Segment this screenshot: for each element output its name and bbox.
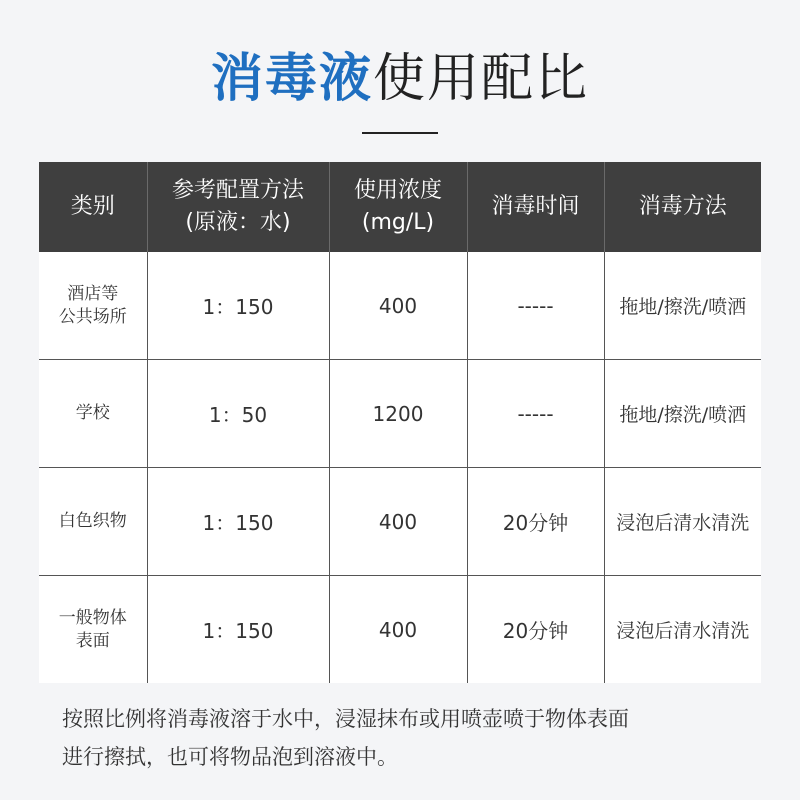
cell-category: [39, 576, 147, 684]
cell-ratio: 1：150: [147, 468, 329, 576]
table-row: [39, 468, 761, 576]
cell-time: 20分钟: [467, 576, 604, 684]
table-header: [39, 162, 761, 252]
cell-category: [39, 252, 147, 360]
title-highlight: 消毒液: [210, 49, 373, 109]
table-body: [39, 252, 761, 683]
table-row: [39, 576, 761, 684]
header-concentration-unit: (mg/L): [361, 210, 435, 235]
dilution-table: [39, 162, 761, 683]
cell-category: [39, 360, 147, 468]
header-time-label: 消毒时间: [491, 194, 580, 219]
header-method-label: 消毒方法: [638, 194, 727, 219]
cell-concentration: 400: [329, 576, 467, 684]
header-row: [39, 162, 761, 252]
header-ratio-label: 参考配置方法: [171, 178, 304, 203]
header-method: [604, 162, 761, 252]
cell-category-line: 酒店等: [67, 283, 119, 304]
usage-note-line: 进行擦拭，也可将物品泡到溶液中。: [62, 745, 398, 769]
cell-concentration: 400: [329, 468, 467, 576]
header-ratio: [147, 162, 329, 252]
cell-category-line: 白色织物: [58, 511, 127, 531]
cell-category-line: 公共场所: [58, 306, 127, 327]
cell-ratio: 1：50: [147, 360, 329, 468]
cell-time: 20分钟: [467, 468, 604, 576]
usage-note-line: 按照比例将消毒液溶于水中，浸湿抹布或用喷壶喷于物体表面: [62, 707, 629, 731]
cell-concentration: 400: [329, 252, 467, 360]
cell-method: 拖地/擦洗/喷洒: [604, 252, 761, 360]
table-row: [39, 360, 761, 468]
header-time: [467, 162, 604, 252]
cell-method: 浸泡后清水清洗: [604, 468, 761, 576]
header-category-label: 类别: [70, 194, 115, 219]
cell-time: -----: [467, 252, 604, 360]
header-concentration: [329, 162, 467, 252]
cell-category: [39, 468, 147, 576]
cell-category-line: 一般物体: [58, 607, 127, 628]
title-rest: 使用配比: [373, 49, 590, 109]
cell-method: 浸泡后清水清洗: [616, 620, 750, 642]
cell-time: -----: [467, 360, 604, 468]
cell-ratio: 1：150: [147, 252, 329, 360]
header-concentration-label: 使用浓度: [353, 178, 442, 203]
header-ratio-sub: (原液：水): [185, 210, 291, 235]
usage-note: [62, 700, 752, 776]
cell-method: 拖地/擦洗/喷洒: [604, 360, 761, 468]
page-title: [0, 44, 800, 114]
cell-ratio: 1：150: [147, 576, 329, 684]
table-row: [39, 252, 761, 360]
cell-category-line: 学校: [75, 403, 110, 423]
header-category: [39, 162, 147, 252]
title-divider: [362, 132, 438, 134]
cell-concentration: 1200: [329, 360, 467, 468]
cell-category-line: 表面: [75, 630, 110, 651]
